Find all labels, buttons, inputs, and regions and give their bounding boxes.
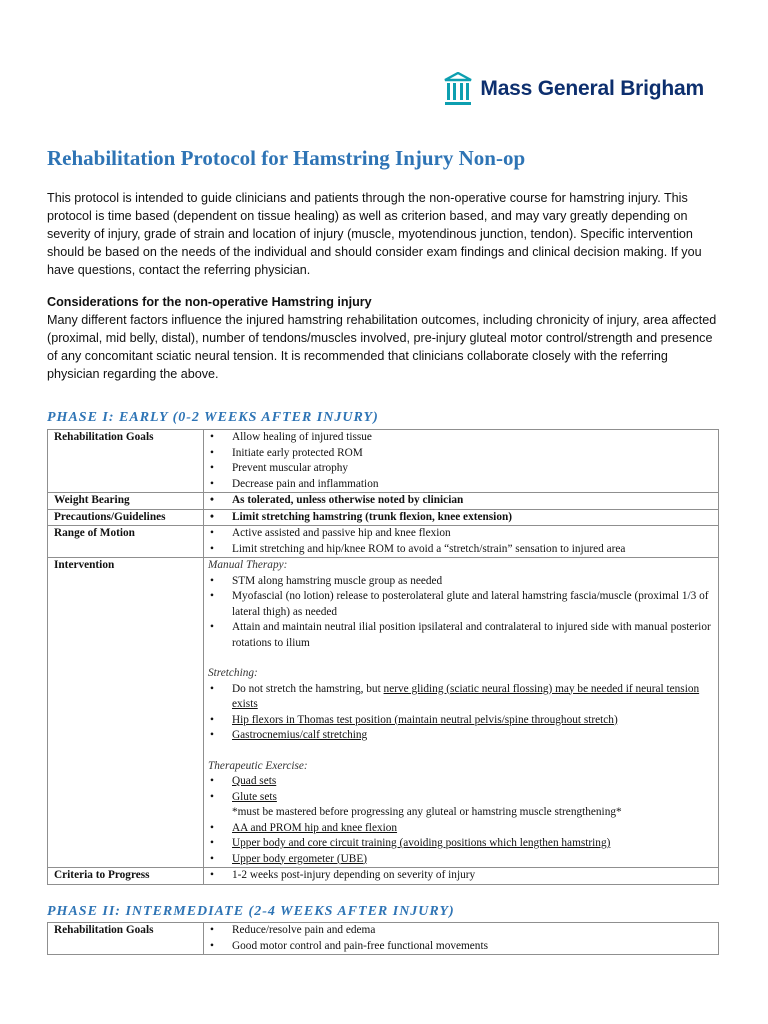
table-row	[48, 430, 719, 493]
list-item	[208, 836, 714, 852]
stretch-text: Hip flexors in Thomas test position (maintain neutral pelvis/spine throughout stretch)	[232, 713, 618, 726]
row-content	[204, 558, 719, 868]
list-item	[208, 728, 714, 744]
exercise-text: Quad sets	[232, 775, 277, 787]
list-item: • Myofascial (no lotion) release to posterolateral glute and lateral hamstring fascia/muscle (proximal 1/3 of lateral thigh) as needed	[208, 589, 714, 620]
row-label: Criteria to Progress	[48, 868, 204, 885]
list-item: • Attain and maintain neutral ilial position ipsilateral and contralateral to injured side with manual posterior rotations to ilium	[208, 620, 714, 651]
row-content	[204, 509, 719, 526]
phase1-heading: PHASE I: EARLY (0-2 WEEKS AFTER INJURY)	[47, 410, 379, 425]
table-row	[48, 558, 719, 868]
row-content	[204, 526, 719, 558]
therapeutic-exercise-heading: Therapeutic Exercise:	[208, 759, 308, 772]
building-columns-icon	[444, 72, 472, 106]
considerations-paragraph: Many different factors influence the injured hamstring rehabilitation outcomes, including chronicity of injury, area affected (proximal, mid belly, distal), number of tendons/muscles involved, pre-injury gluteal motor control/strength and presence of any concomitant sciatic neural tension. It is recommended that clinicians collaborate closely with the referring physician regarding the above.	[47, 313, 717, 381]
list-item: • Decrease pain and inflammation	[208, 477, 714, 493]
list-item	[208, 790, 714, 806]
list-item	[208, 821, 714, 837]
list-item	[208, 852, 714, 868]
list-item: • Active assisted and passive hip and knee flexion	[208, 526, 714, 542]
list-item: • Prevent muscular atrophy	[208, 461, 714, 477]
row-label: Rehabilitation Goals	[48, 923, 204, 955]
phase1-table	[47, 429, 719, 885]
glute-note: *must be mastered before progressing any gluteal or hamstring muscle strengthening*	[232, 806, 622, 818]
list-item: • Limit stretching and hip/knee ROM to avoid a “stretch/strain” sensation to injured area	[208, 542, 714, 558]
list-item: • 1-2 weeks post-injury depending on severity of injury	[208, 868, 714, 884]
phase2-table	[47, 922, 719, 955]
row-label: Weight Bearing	[48, 493, 204, 510]
table-row	[48, 923, 719, 955]
exercise-text: Glute sets	[232, 790, 277, 803]
table-row	[48, 493, 719, 510]
list-item: • Good motor control and pain-free functional movements	[208, 939, 714, 955]
list-item: • Initiate early protected ROM	[208, 446, 714, 462]
intro-paragraph: This protocol is intended to guide clinicians and patients through the non-operative course for hamstring injury. This protocol is time based (dependent on tissue healing) as well as criterion based, and may vary greatly depending on severity of injury, grade of strain and location of injury (muscle, myotendinous junction, tendon). Specific intervention should be based on the needs of the individual and should consider exam findings and clinical decision making. If you have questions, contact the referring physician.	[47, 191, 702, 277]
table-row	[48, 526, 719, 558]
list-item	[208, 774, 714, 790]
exercise-text: Upper body and core circuit training (avoiding positions which lengthen hamstring)	[232, 837, 611, 849]
stretching-heading: Stretching:	[208, 667, 258, 679]
stretch-text: Gastrocnemius/calf stretching	[232, 729, 368, 741]
row-content	[204, 868, 719, 885]
row-content	[204, 430, 719, 493]
row-label: Intervention	[48, 558, 204, 868]
brand-logo	[444, 72, 704, 106]
phase2-heading: PHASE II: INTERMEDIATE (2-4 WEEKS AFTER INJURY)	[47, 904, 455, 919]
page-title: Rehabilitation Protocol for Hamstring Injury Non-op	[47, 146, 526, 170]
logo-text: Mass General Brigham	[480, 77, 704, 100]
table-row	[48, 868, 719, 885]
table-row	[48, 509, 719, 526]
row-label: Range of Motion	[48, 526, 204, 558]
row-content	[204, 923, 719, 955]
row-content	[204, 493, 719, 510]
exercise-text: Upper body ergometer (UBE)	[232, 852, 367, 865]
manual-therapy-heading: Manual Therapy:	[208, 559, 288, 571]
stretch-text: Do not stretch the hamstring, but	[232, 682, 384, 695]
exercise-text: AA and PROM hip and knee flexion	[232, 821, 398, 834]
list-item	[208, 682, 714, 713]
list-item	[208, 713, 714, 729]
stretch-text-underlined: nerve gliding (sciatic neural flossing) may be needed if neural tension exists	[232, 682, 700, 710]
list-item: • Reduce/resolve pain and edema	[208, 923, 714, 939]
list-item: • Allow healing of injured tissue	[208, 430, 714, 446]
list-item: • As tolerated, unless otherwise noted by clinician	[208, 493, 714, 509]
row-label: Rehabilitation Goals	[48, 430, 204, 493]
list-item: • Limit stretching hamstring (trunk flexion, knee extension)	[208, 510, 714, 526]
row-label: Precautions/Guidelines	[48, 509, 204, 526]
considerations-heading: Considerations for the non-operative Hamstring injury	[47, 295, 372, 309]
list-item: • STM along hamstring muscle group as needed	[208, 574, 714, 590]
